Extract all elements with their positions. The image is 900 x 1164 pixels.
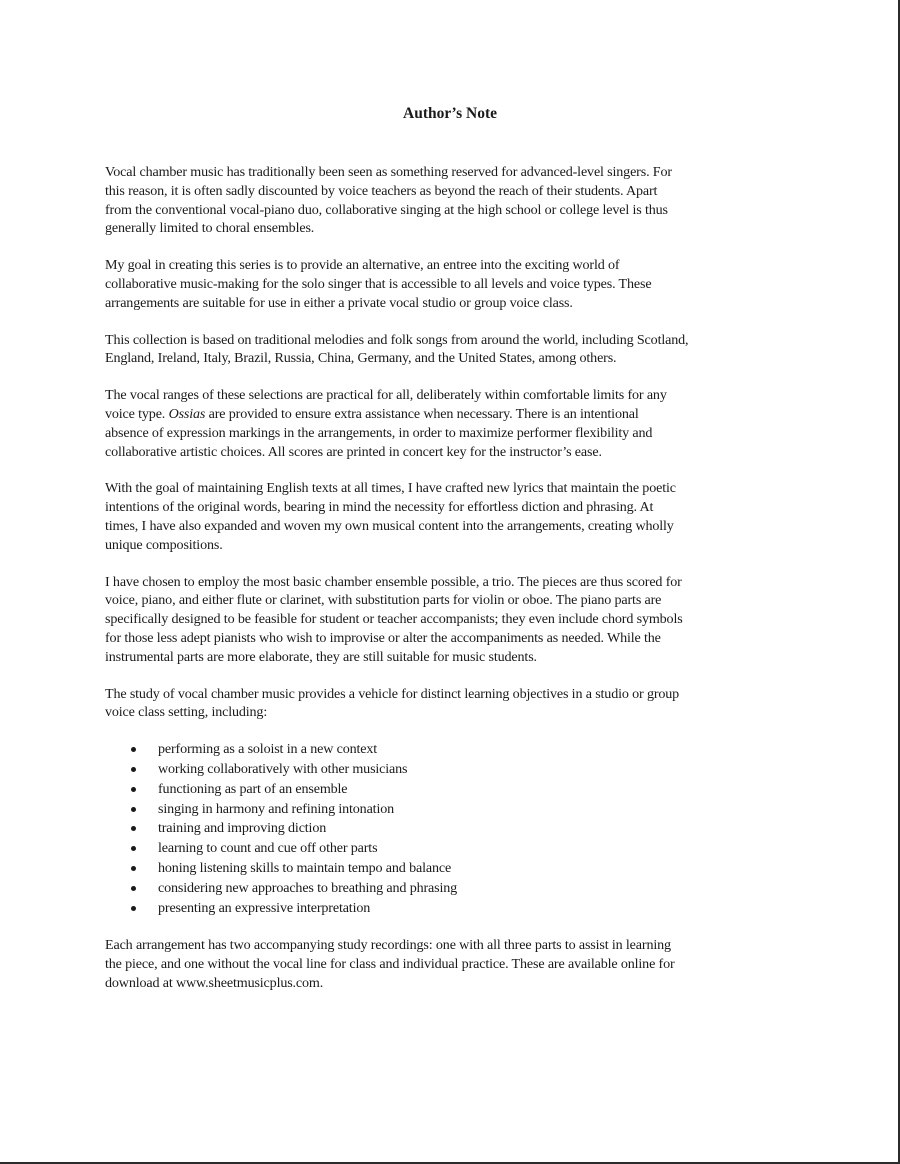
list-item [105,819,805,839]
paragraph-collection [105,331,805,369]
text-line: voice, piano, and either flute or clarinet, with substitution parts for violin or oboe. The piano parts are [105,592,662,609]
text-line: England, Ireland, Italy, Brazil, Russia, China, Germany, and the United States, among others. [105,350,617,367]
list-item-label: functioning as part of an ensemble [158,780,348,797]
bullet-icon [131,826,136,831]
text-line: Vocal chamber music has traditionally been seen as something reserved for advanced-level singers. For [105,164,672,180]
text-segment: are provided to ensure extra assistance when necessary. There is an intentional [205,405,639,422]
list-item-label: learning to count and cue off other parts [158,840,378,857]
text-line: generally limited to choral ensembles. [105,220,315,237]
text-line: times, I have also expanded and woven my own musical content into the arrangements, creating wholly [105,517,674,534]
list-item [105,899,805,919]
text-line: arrangements are suitable for use in either a private vocal studio or group voice class. [105,294,573,311]
bullet-icon [131,886,136,891]
list-item-label: considering new approaches to breathing and phrasing [158,879,458,896]
list-item-label: singing in harmony and refining intonation [158,800,394,817]
text-line: intentions of the original words, bearing in mind the necessity for effortless diction and phrasing. At [105,499,654,516]
text-segment: voice type. [105,405,169,422]
italic-term: Ossias [168,405,206,422]
text-line: the piece, and one without the vocal line for class and individual practice. These are available online for [105,956,675,973]
objectives-list [105,740,805,918]
text-line [105,405,805,424]
list-item [105,879,805,899]
text-line: specifically designed to be feasible for student or teacher accompanists; they even include chord symbols [105,611,683,628]
list-item [105,839,805,859]
paragraph-intro [105,163,805,238]
bullet-icon [131,866,136,871]
paragraph-ensemble [105,573,805,667]
text-line: collaborative artistic choices. All scores are printed in concert key for the instructor’s ease. [105,443,602,460]
list-item-label: training and improving diction [158,820,327,837]
bullet-icon [131,807,136,812]
text-line: absence of expression markings in the arrangements, in order to maximize performer flexibility and [105,424,653,441]
list-item-label: working collaboratively with other musicians [158,760,408,777]
document-body [105,163,805,1011]
text-line: for those less adept pianists who wish to improvise or alter the accompaniments as needed. While the [105,629,661,646]
paragraph-goal [105,256,805,312]
list-item [105,859,805,879]
text-line: The vocal ranges of these selections are practical for all, deliberately within comfortable limits for any [105,387,667,404]
bullet-icon [131,906,136,911]
text-line: This collection is based on traditional melodies and folk songs from around the world, including Scotland, [105,331,689,348]
text-line: I have chosen to employ the most basic chamber ensemble possible, a trio. The pieces are thus scored for [105,573,682,590]
text-line: With the goal of maintaining English texts at all times, I have crafted new lyrics that maintain the poetic [105,480,676,497]
text-line: My goal in creating this series is to provide an alternative, an entree into the exciting world of [105,257,620,274]
text-line: from the conventional vocal-piano duo, collaborative singing at the high school or college level is thus [105,201,668,218]
text-line: voice class setting, including: [105,704,268,721]
paragraph-vocal-ranges [105,386,805,461]
list-item [105,780,805,800]
list-item-label: honing listening skills to maintain tempo and balance [158,859,452,876]
bullet-icon [131,846,136,851]
text-line: The study of vocal chamber music provides a vehicle for distinct learning objectives in a studio or group [105,685,680,702]
text-line: unique compositions. [105,536,223,553]
bullet-icon [131,747,136,752]
list-item [105,740,805,760]
list-item [105,800,805,820]
bullet-icon [131,767,136,772]
paragraph-study [105,685,805,723]
paragraph-english-texts [105,479,805,554]
bullet-icon [131,787,136,792]
paragraph-recordings [105,936,805,992]
page-title: Author’s Note [403,105,497,122]
text-line: collaborative music-making for the solo singer that is accessible to all levels and voice types. These [105,275,652,292]
list-item [105,760,805,780]
text-line: this reason, it is often sadly discounted by voice teachers as beyond the reach of their students. Apart [105,182,658,199]
text-line: instrumental parts are more elaborate, they are still suitable for music students. [105,648,537,665]
list-item-label: presenting an expressive interpretation [158,899,371,916]
text-line: Each arrangement has two accompanying study recordings: one with all three parts to assist in learning [105,937,671,954]
text-line: download at www.sheetmusicplus.com. [105,974,324,991]
list-item-label: performing as a soloist in a new context [158,741,378,758]
